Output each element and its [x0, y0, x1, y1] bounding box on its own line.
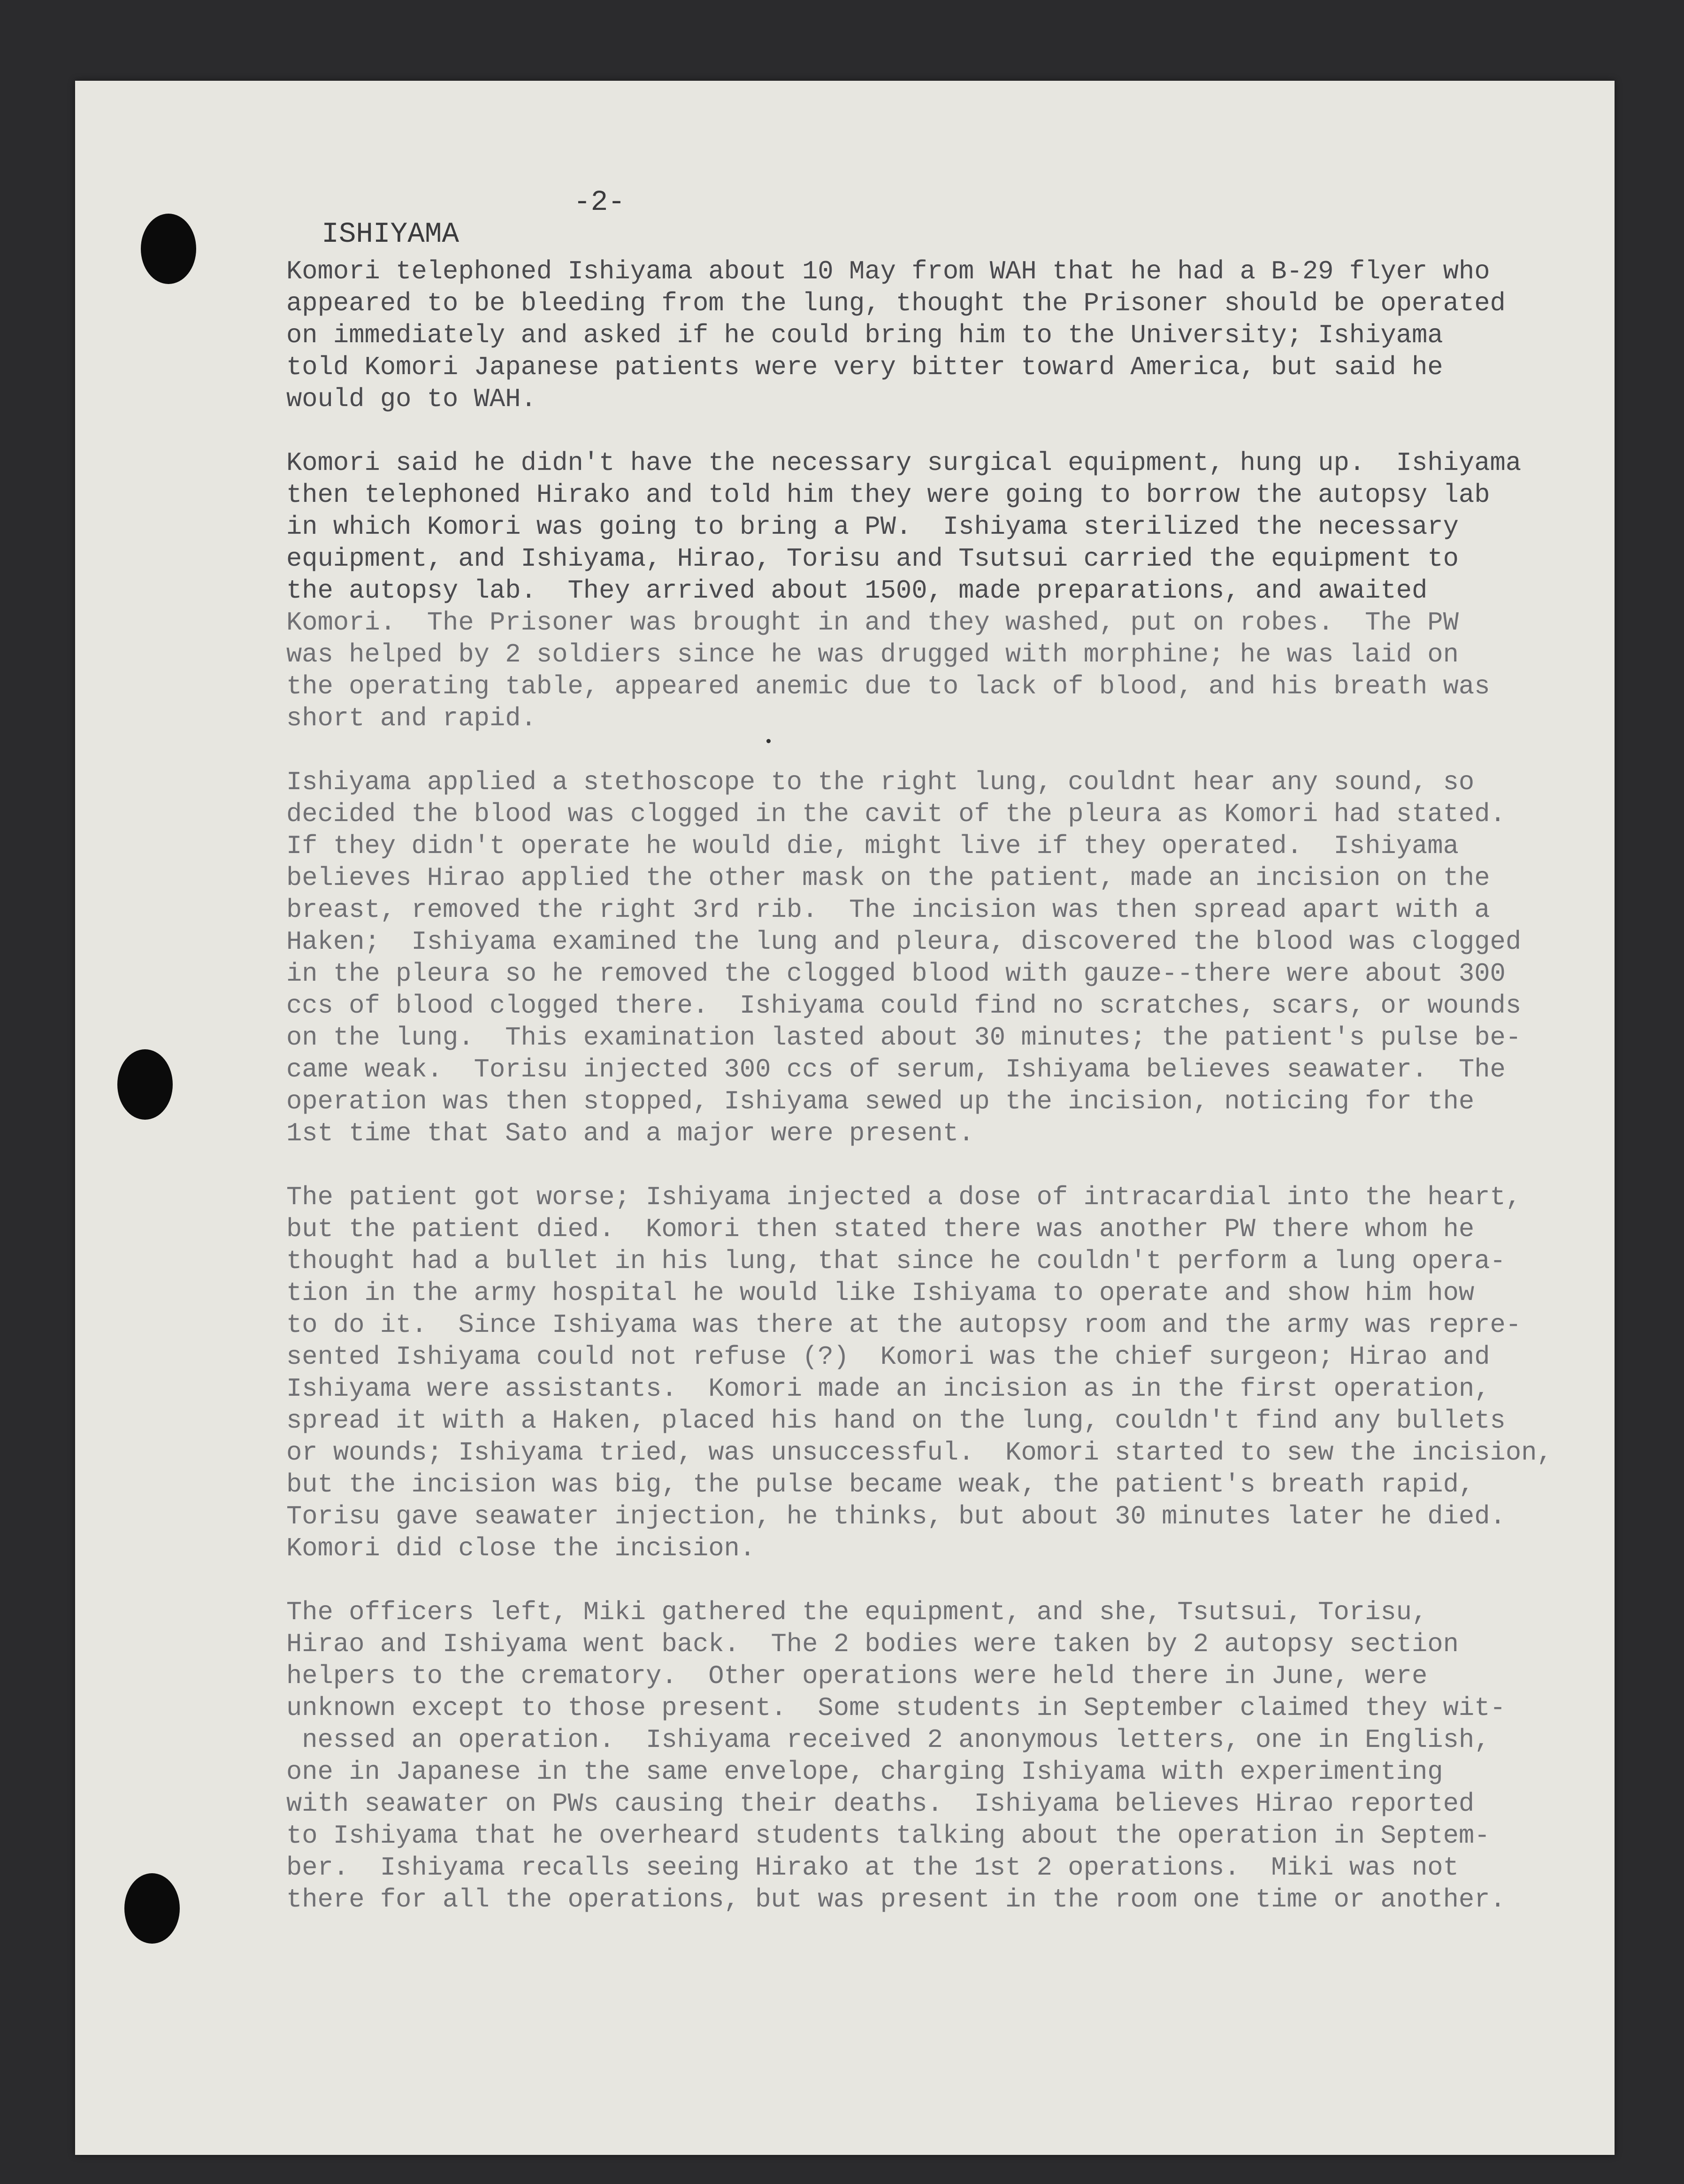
- text-line: the operating table, appeared anemic due to lack of blood, and his breath was: [286, 672, 1490, 701]
- text-line: one in Japanese in the same envelope, charging Ishiyama with experimenting: [286, 1757, 1443, 1787]
- text-line: Haken; Ishiyama examined the lung and pleura, discovered the blood was clogged: [286, 927, 1522, 957]
- punch-hole-bottom: [124, 1873, 180, 1944]
- text-line: unknown except to those present. Some students in September claimed they wit-: [286, 1693, 1506, 1723]
- text-line: on immediately and asked if he could bring him to the University; Ishiyama: [286, 321, 1443, 350]
- text-line: operation was then stopped, Ishiyama sewed up the incision, noticing for the: [286, 1087, 1475, 1116]
- text-line: or wounds; Ishiyama tried, was unsuccessful. Komori started to sew the incision,: [286, 1438, 1553, 1468]
- text-line: appeared to be bleeding from the lung, thought the Prisoner should be operated: [286, 289, 1506, 318]
- text-line: Ishiyama were assistants. Komori made an incision as in the first operation,: [286, 1374, 1490, 1404]
- text-line: Hirao and Ishiyama went back. The 2 bodies were taken by 2 autopsy section: [286, 1630, 1459, 1659]
- text-line: Komori said he didn't have the necessary surgical equipment, hung up. Ishiyama: [286, 448, 1522, 478]
- text-line: nessed an operation. Ishiyama received 2 anonymous letters, one in English,: [286, 1725, 1490, 1755]
- text-line: Komori. The Prisoner was brought in and they washed, put on robes. The PW: [286, 608, 1459, 638]
- text-line: but the patient died. Komori then stated there was another PW there whom he: [286, 1215, 1475, 1244]
- punch-hole-top: [141, 214, 196, 284]
- page-number: -2-: [574, 186, 625, 219]
- text-line: tion in the army hospital he would like Ishiyama to operate and show him how: [286, 1278, 1475, 1308]
- text-line: Komori telephoned Ishiyama about 10 May from WAH that he had a B-29 flyer who: [286, 257, 1490, 286]
- text-line: in which Komori was going to bring a PW. Ishiyama sterilized the necessary: [286, 512, 1459, 542]
- text-line: Komori did close the incision.: [286, 1534, 756, 1563]
- text-line: 1st time that Sato and a major were present.: [286, 1119, 974, 1148]
- text-line: thought had a bullet in his lung, that since he couldn't perform a lung opera-: [286, 1246, 1506, 1276]
- text-line: there for all the operations, but was present in the room one time or another.: [286, 1885, 1506, 1915]
- punch-hole-middle: [117, 1049, 173, 1120]
- text-line: the autopsy lab. They arrived about 1500, made preparations, and awaited: [286, 576, 1428, 606]
- text-line: helpers to the crematory. Other operations were held there in June, were: [286, 1661, 1428, 1691]
- text-line: to Ishiyama that he overheard students talking about the operation in Septem-: [286, 1821, 1490, 1851]
- text-line: came weak. Torisu injected 300 ccs of serum, Ishiyama believes seawater. The: [286, 1055, 1506, 1084]
- ink-speck: [766, 739, 771, 743]
- text-line: The patient got worse; Ishiyama injected a dose of intracardial into the heart,: [286, 1183, 1522, 1212]
- text-line: was helped by 2 soldiers since he was drugged with morphine; he was laid on: [286, 640, 1459, 669]
- text-line: on the lung. This examination lasted about 30 minutes; the patient's pulse be-: [286, 1023, 1522, 1053]
- text-line: to do it. Since Ishiyama was there at the autopsy room and the army was repre-: [286, 1310, 1522, 1340]
- text-line: in the pleura so he removed the clogged blood with gauze--there were about 300: [286, 959, 1506, 989]
- text-line: breast, removed the right 3rd rib. The incision was then spread apart with a: [286, 895, 1490, 925]
- text-line: decided the blood was clogged in the cavit of the pleura as Komori had stated.: [286, 800, 1506, 829]
- text-line: Torisu gave seawater injection, he thinks, but about 30 minutes later he died.: [286, 1502, 1506, 1531]
- text-line: sented Ishiyama could not refuse (?) Komori was the chief surgeon; Hirao and: [286, 1342, 1490, 1372]
- text-line: but the incision was big, the pulse became weak, the patient's breath rapid,: [286, 1470, 1475, 1500]
- text-line: Ishiyama applied a stethoscope to the right lung, couldnt hear any sound, so: [286, 768, 1475, 797]
- text-line: If they didn't operate he would die, might live if they operated. Ishiyama: [286, 831, 1459, 861]
- text-line: with seawater on PWs causing their deaths. Ishiyama believes Hirao reported: [286, 1789, 1475, 1819]
- text-line: ccs of blood clogged there. Ishiyama could find no scratches, scars, or wounds: [286, 991, 1522, 1021]
- text-line: would go to WAH.: [286, 385, 536, 414]
- text-line: told Komori Japanese patients were very bitter toward America, but said he: [286, 353, 1443, 382]
- header-name: ISHIYAMA: [321, 218, 459, 251]
- text-line: ber. Ishiyama recalls seeing Hirako at the 1st 2 operations. Miki was not: [286, 1853, 1459, 1883]
- text-line: The officers left, Miki gathered the equipment, and she, Tsutsui, Torisu,: [286, 1598, 1428, 1627]
- text-line: spread it with a Haken, placed his hand on the lung, couldn't find any bullets: [286, 1406, 1506, 1436]
- text-line: equipment, and Ishiyama, Hirao, Torisu and Tsutsui carried the equipment to: [286, 544, 1459, 574]
- text-line: believes Hirao applied the other mask on the patient, made an incision on the: [286, 863, 1490, 893]
- text-line: then telephoned Hirako and told him they were going to borrow the autopsy lab: [286, 480, 1490, 510]
- text-line: short and rapid.: [286, 704, 536, 733]
